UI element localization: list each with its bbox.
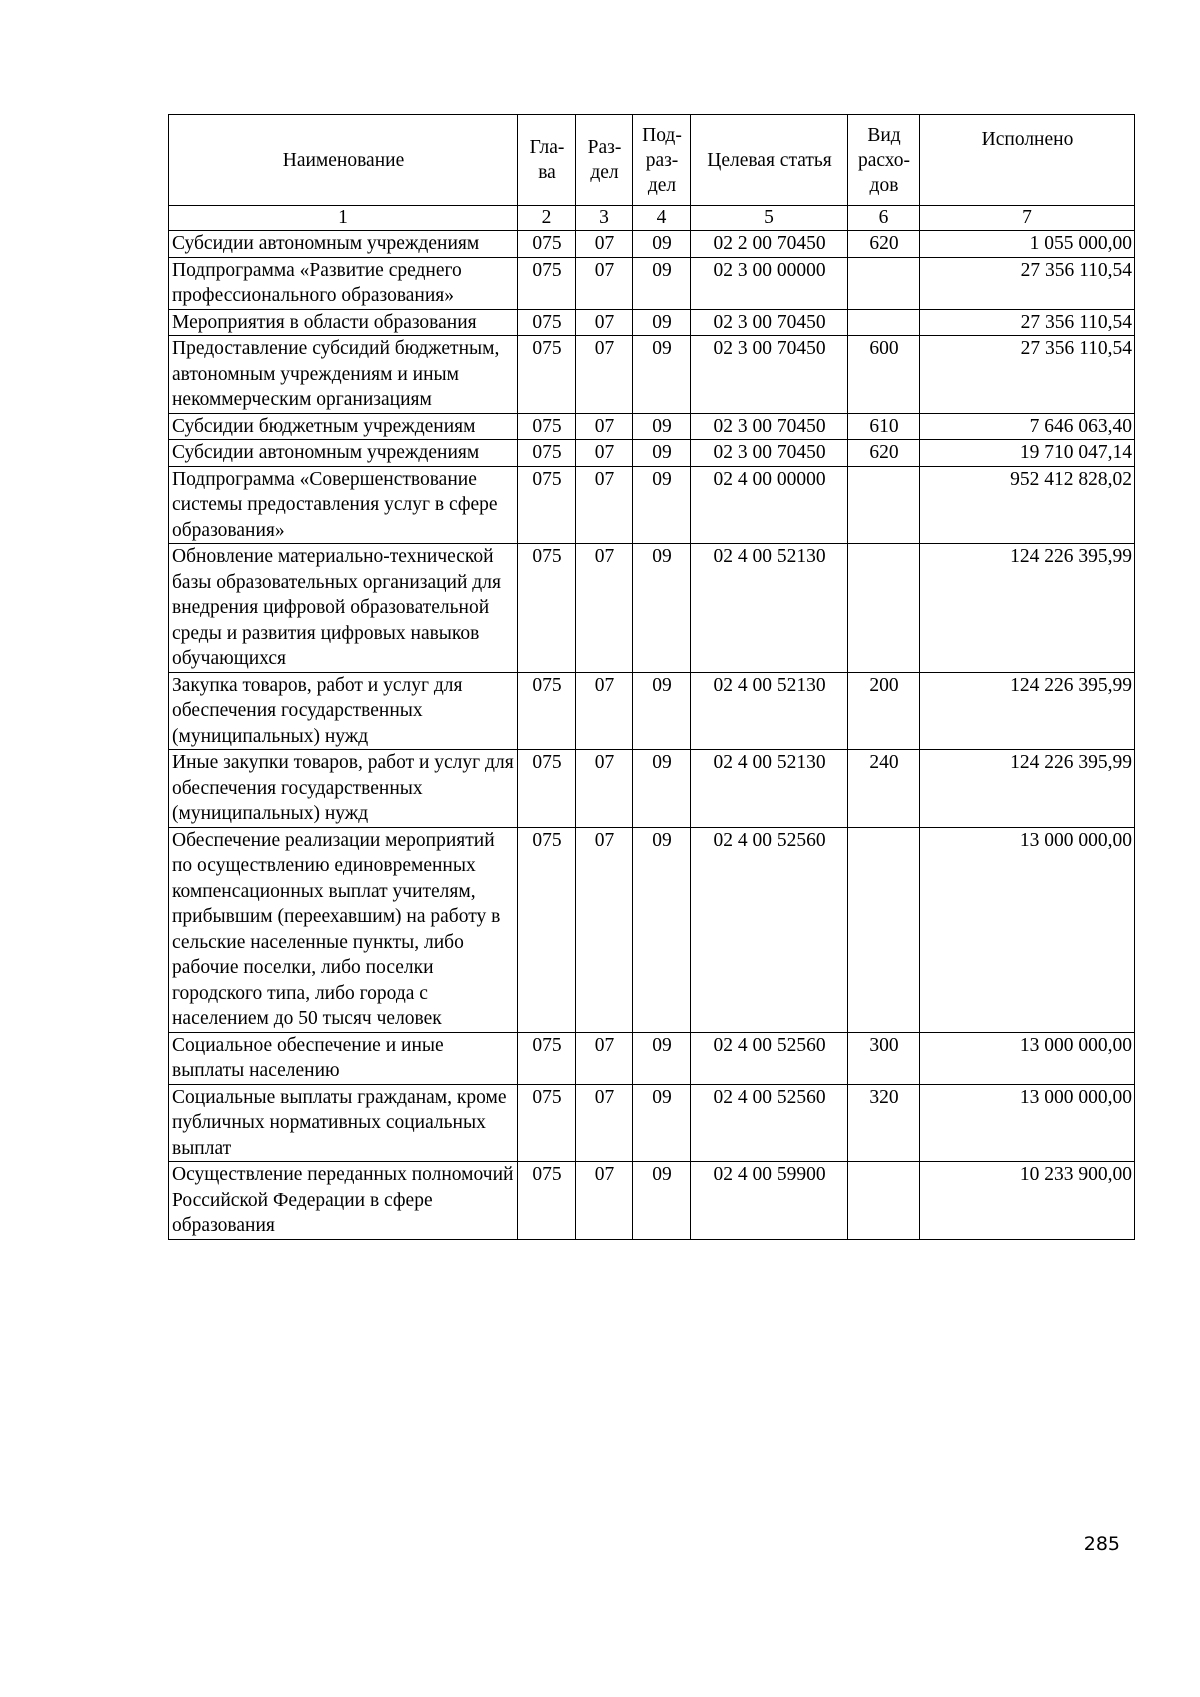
row-razdel: 07 <box>576 413 633 440</box>
row-podrazdel: 09 <box>633 309 691 336</box>
row-vid <box>848 827 920 1032</box>
row-target: 02 2 00 70450 <box>691 231 848 258</box>
row-podrazdel: 09 <box>633 1084 691 1162</box>
row-glava: 075 <box>518 827 576 1032</box>
row-name: Социальные выплаты гражданам, кроме публичных нормативных социальных выплат <box>169 1084 518 1162</box>
row-podrazdel: 09 <box>633 440 691 467</box>
row-glava: 075 <box>518 309 576 336</box>
row-razdel: 07 <box>576 257 633 309</box>
row-name: Закупка товаров, работ и услуг для обеспечения государственных (муниципальных) нужд <box>169 672 518 750</box>
row-vid: 200 <box>848 672 920 750</box>
header-executed: Исполнено <box>920 115 1135 206</box>
row-razdel: 07 <box>576 1084 633 1162</box>
table-row <box>169 1084 1135 1162</box>
row-podrazdel: 09 <box>633 257 691 309</box>
row-glava: 075 <box>518 1032 576 1084</box>
column-number: 5 <box>691 206 848 231</box>
row-amount: 124 226 395,99 <box>920 750 1135 828</box>
row-name: Социальное обеспечение и иные выплаты населению <box>169 1032 518 1084</box>
row-target: 02 3 00 70450 <box>691 309 848 336</box>
row-target: 02 3 00 70450 <box>691 413 848 440</box>
row-razdel: 07 <box>576 750 633 828</box>
table-row <box>169 257 1135 309</box>
row-glava: 075 <box>518 257 576 309</box>
table-row <box>169 1032 1135 1084</box>
row-amount: 1 055 000,00 <box>920 231 1135 258</box>
column-number: 6 <box>848 206 920 231</box>
row-glava: 075 <box>518 440 576 467</box>
row-podrazdel: 09 <box>633 544 691 673</box>
row-vid <box>848 1162 920 1240</box>
page-number: 285 <box>1083 1533 1120 1555</box>
row-razdel: 07 <box>576 440 633 467</box>
table-row <box>169 466 1135 544</box>
table-row <box>169 672 1135 750</box>
row-razdel: 07 <box>576 309 633 336</box>
table-row <box>169 309 1135 336</box>
row-target: 02 4 00 52130 <box>691 544 848 673</box>
row-razdel: 07 <box>576 1162 633 1240</box>
header-podrazdel: Под- раз- дел <box>633 115 691 206</box>
table-row <box>169 413 1135 440</box>
row-razdel: 07 <box>576 827 633 1032</box>
row-razdel: 07 <box>576 544 633 673</box>
row-podrazdel: 09 <box>633 827 691 1032</box>
row-podrazdel: 09 <box>633 413 691 440</box>
row-name: Подпрограмма «Совершенствование системы предоставления услуг в сфере образования» <box>169 466 518 544</box>
row-podrazdel: 09 <box>633 750 691 828</box>
row-target: 02 3 00 70450 <box>691 440 848 467</box>
row-vid: 300 <box>848 1032 920 1084</box>
row-glava: 075 <box>518 672 576 750</box>
table-row <box>169 544 1135 673</box>
header-vid: Вид расхо- дов <box>848 115 920 206</box>
row-target: 02 4 00 52130 <box>691 750 848 828</box>
row-razdel: 07 <box>576 336 633 414</box>
row-amount: 27 356 110,54 <box>920 309 1135 336</box>
row-amount: 27 356 110,54 <box>920 257 1135 309</box>
table-row <box>169 1162 1135 1240</box>
row-amount: 13 000 000,00 <box>920 1032 1135 1084</box>
row-glava: 075 <box>518 1162 576 1240</box>
table-row <box>169 750 1135 828</box>
row-name: Мероприятия в области образования <box>169 309 518 336</box>
row-vid: 620 <box>848 231 920 258</box>
row-target: 02 4 00 52560 <box>691 1032 848 1084</box>
row-glava: 075 <box>518 544 576 673</box>
row-amount: 19 710 047,14 <box>920 440 1135 467</box>
row-vid <box>848 466 920 544</box>
row-razdel: 07 <box>576 466 633 544</box>
row-razdel: 07 <box>576 1032 633 1084</box>
row-vid: 610 <box>848 413 920 440</box>
column-number: 2 <box>518 206 576 231</box>
table-row <box>169 440 1135 467</box>
row-target: 02 4 00 52560 <box>691 827 848 1032</box>
row-vid: 600 <box>848 336 920 414</box>
header-name: Наименование <box>169 115 518 206</box>
table-row <box>169 336 1135 414</box>
row-podrazdel: 09 <box>633 672 691 750</box>
row-amount: 124 226 395,99 <box>920 672 1135 750</box>
row-amount: 13 000 000,00 <box>920 1084 1135 1162</box>
row-podrazdel: 09 <box>633 1162 691 1240</box>
row-target: 02 4 00 00000 <box>691 466 848 544</box>
row-glava: 075 <box>518 1084 576 1162</box>
row-name: Подпрограмма «Развитие среднего профессионального образования» <box>169 257 518 309</box>
row-vid: 620 <box>848 440 920 467</box>
row-name: Предоставление субсидий бюджетным, автономным учреждениям и иным некоммерческим организациям <box>169 336 518 414</box>
row-razdel: 07 <box>576 672 633 750</box>
row-amount: 10 233 900,00 <box>920 1162 1135 1240</box>
header-razdel: Раз- дел <box>576 115 633 206</box>
row-glava: 075 <box>518 413 576 440</box>
row-name: Иные закупки товаров, работ и услуг для обеспечения государственных (муниципальных) нужд <box>169 750 518 828</box>
header-row <box>169 115 1135 206</box>
row-glava: 075 <box>518 336 576 414</box>
row-amount: 7 646 063,40 <box>920 413 1135 440</box>
row-name: Обновление материально-технической базы образовательных организаций для внедрения цифровой образовательной среды и развития цифровых навыков обучающихся <box>169 544 518 673</box>
column-number: 7 <box>920 206 1135 231</box>
row-amount: 13 000 000,00 <box>920 827 1135 1032</box>
column-number: 1 <box>169 206 518 231</box>
row-target: 02 4 00 52130 <box>691 672 848 750</box>
column-number-row <box>169 206 1135 231</box>
row-amount: 27 356 110,54 <box>920 336 1135 414</box>
row-vid <box>848 309 920 336</box>
row-podrazdel: 09 <box>633 336 691 414</box>
table-body <box>169 231 1135 1240</box>
column-number: 3 <box>576 206 633 231</box>
row-amount: 124 226 395,99 <box>920 544 1135 673</box>
budget-table <box>168 114 1135 1240</box>
row-glava: 075 <box>518 750 576 828</box>
column-number: 4 <box>633 206 691 231</box>
row-razdel: 07 <box>576 231 633 258</box>
row-target: 02 3 00 00000 <box>691 257 848 309</box>
row-glava: 075 <box>518 231 576 258</box>
row-target: 02 3 00 70450 <box>691 336 848 414</box>
row-glava: 075 <box>518 466 576 544</box>
row-vid: 320 <box>848 1084 920 1162</box>
row-vid: 240 <box>848 750 920 828</box>
table-row <box>169 827 1135 1032</box>
row-name: Обеспечение реализации мероприятий по осуществлению единовременных компенсационных выплат учителям, прибывшим (переехавшим) на работу в сельские населенные пункты, либо рабочие поселки, либо поселки городского типа, либо города с населением до 50 тысяч человек <box>169 827 518 1032</box>
header-target: Целевая статья <box>691 115 848 206</box>
header-glava: Гла- ва <box>518 115 576 206</box>
row-amount: 952 412 828,02 <box>920 466 1135 544</box>
row-name: Осуществление переданных полномочий Российской Федерации в сфере образования <box>169 1162 518 1240</box>
table-row <box>169 231 1135 258</box>
row-vid <box>848 544 920 673</box>
row-podrazdel: 09 <box>633 1032 691 1084</box>
row-name: Субсидии бюджетным учреждениям <box>169 413 518 440</box>
row-target: 02 4 00 52560 <box>691 1084 848 1162</box>
row-vid <box>848 257 920 309</box>
row-podrazdel: 09 <box>633 231 691 258</box>
row-name: Субсидии автономным учреждениям <box>169 231 518 258</box>
row-name: Субсидии автономным учреждениям <box>169 440 518 467</box>
row-target: 02 4 00 59900 <box>691 1162 848 1240</box>
row-podrazdel: 09 <box>633 466 691 544</box>
